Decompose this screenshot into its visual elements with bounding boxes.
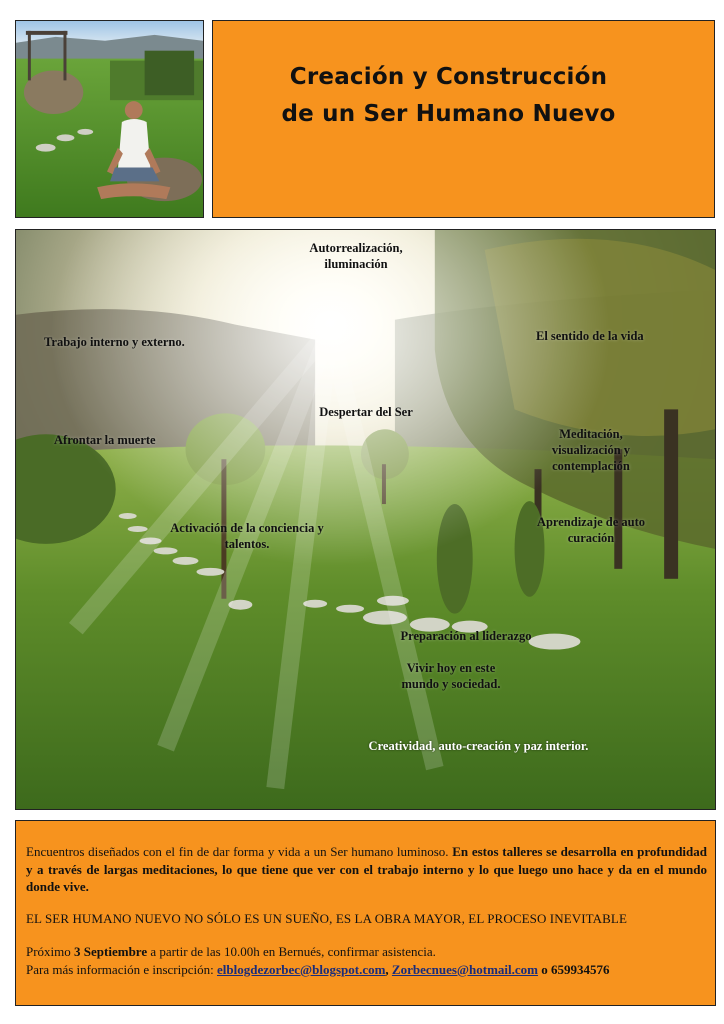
next-session: Próximo 3 Septiembre a partir de las 10.00h en Bernués, confirmar asistencia. xyxy=(26,944,436,959)
label-activacion: Activación de la conciencia y talentos. xyxy=(170,521,324,551)
label-aprendizaje: Aprendizaje de auto curación xyxy=(536,515,646,545)
page-title xyxy=(213,59,714,133)
contact-line: Para más información e inscripción: elblogdezorbec@blogspot.com, Zorbecnues@hotmail.com o 659934576 xyxy=(26,961,610,977)
intro-plain: Encuentros diseñados con el fin de dar forma y vida a un Ser humano luminoso. xyxy=(26,844,453,859)
label-trabajo-interno: Trabajo interno y externo. xyxy=(44,335,185,349)
label-creatividad: Creatividad, auto-creación y paz interior. xyxy=(368,739,589,753)
intro-paragraph xyxy=(26,843,707,896)
intro-bold: En estos talleres se desarrolla en profundidad y a través de largas meditaciones, lo que tiene que ver con el trabajo interno y lo que luego uno hace y da en el mundo donde vive. xyxy=(26,844,708,894)
label-vivir-hoy: Vivir hoy en este mundo y sociedad. xyxy=(401,661,501,691)
label-autorrealizacion: Autorrealización, iluminación xyxy=(309,241,403,271)
label-afrontar-muerte: Afrontar la muerte xyxy=(54,433,156,447)
next-date: 3 Septiembre xyxy=(74,944,148,959)
label-despertar: Despertar del Ser xyxy=(319,405,413,419)
title-box xyxy=(212,20,715,218)
title-line-1: Creación y Construcción xyxy=(289,64,608,90)
email-link[interactable]: Zorbecnues@hotmail.com xyxy=(391,961,538,977)
label-preparacion: Preparación al liderazgo xyxy=(400,629,532,643)
title-line-2: de un Ser Humano Nuevo xyxy=(281,101,616,127)
portrait-photo xyxy=(15,20,204,218)
phone-number: 659934576 xyxy=(550,961,610,977)
motto: EL SER HUMANO NUEVO NO SÓLO ES UN SUEÑO, ES LA OBRA MAYOR, EL PROCESO INEVITABLE xyxy=(26,910,628,926)
label-sentido-vida: El sentido de la vida xyxy=(536,329,644,343)
info-box xyxy=(15,820,716,1006)
label-meditacion: Meditación, visualización y contemplación xyxy=(551,427,631,473)
garden-picture xyxy=(15,229,716,810)
blog-link[interactable]: elblogdezorbec@blogspot.com xyxy=(216,961,386,977)
man-meditating-in-garden-icon xyxy=(16,21,203,217)
